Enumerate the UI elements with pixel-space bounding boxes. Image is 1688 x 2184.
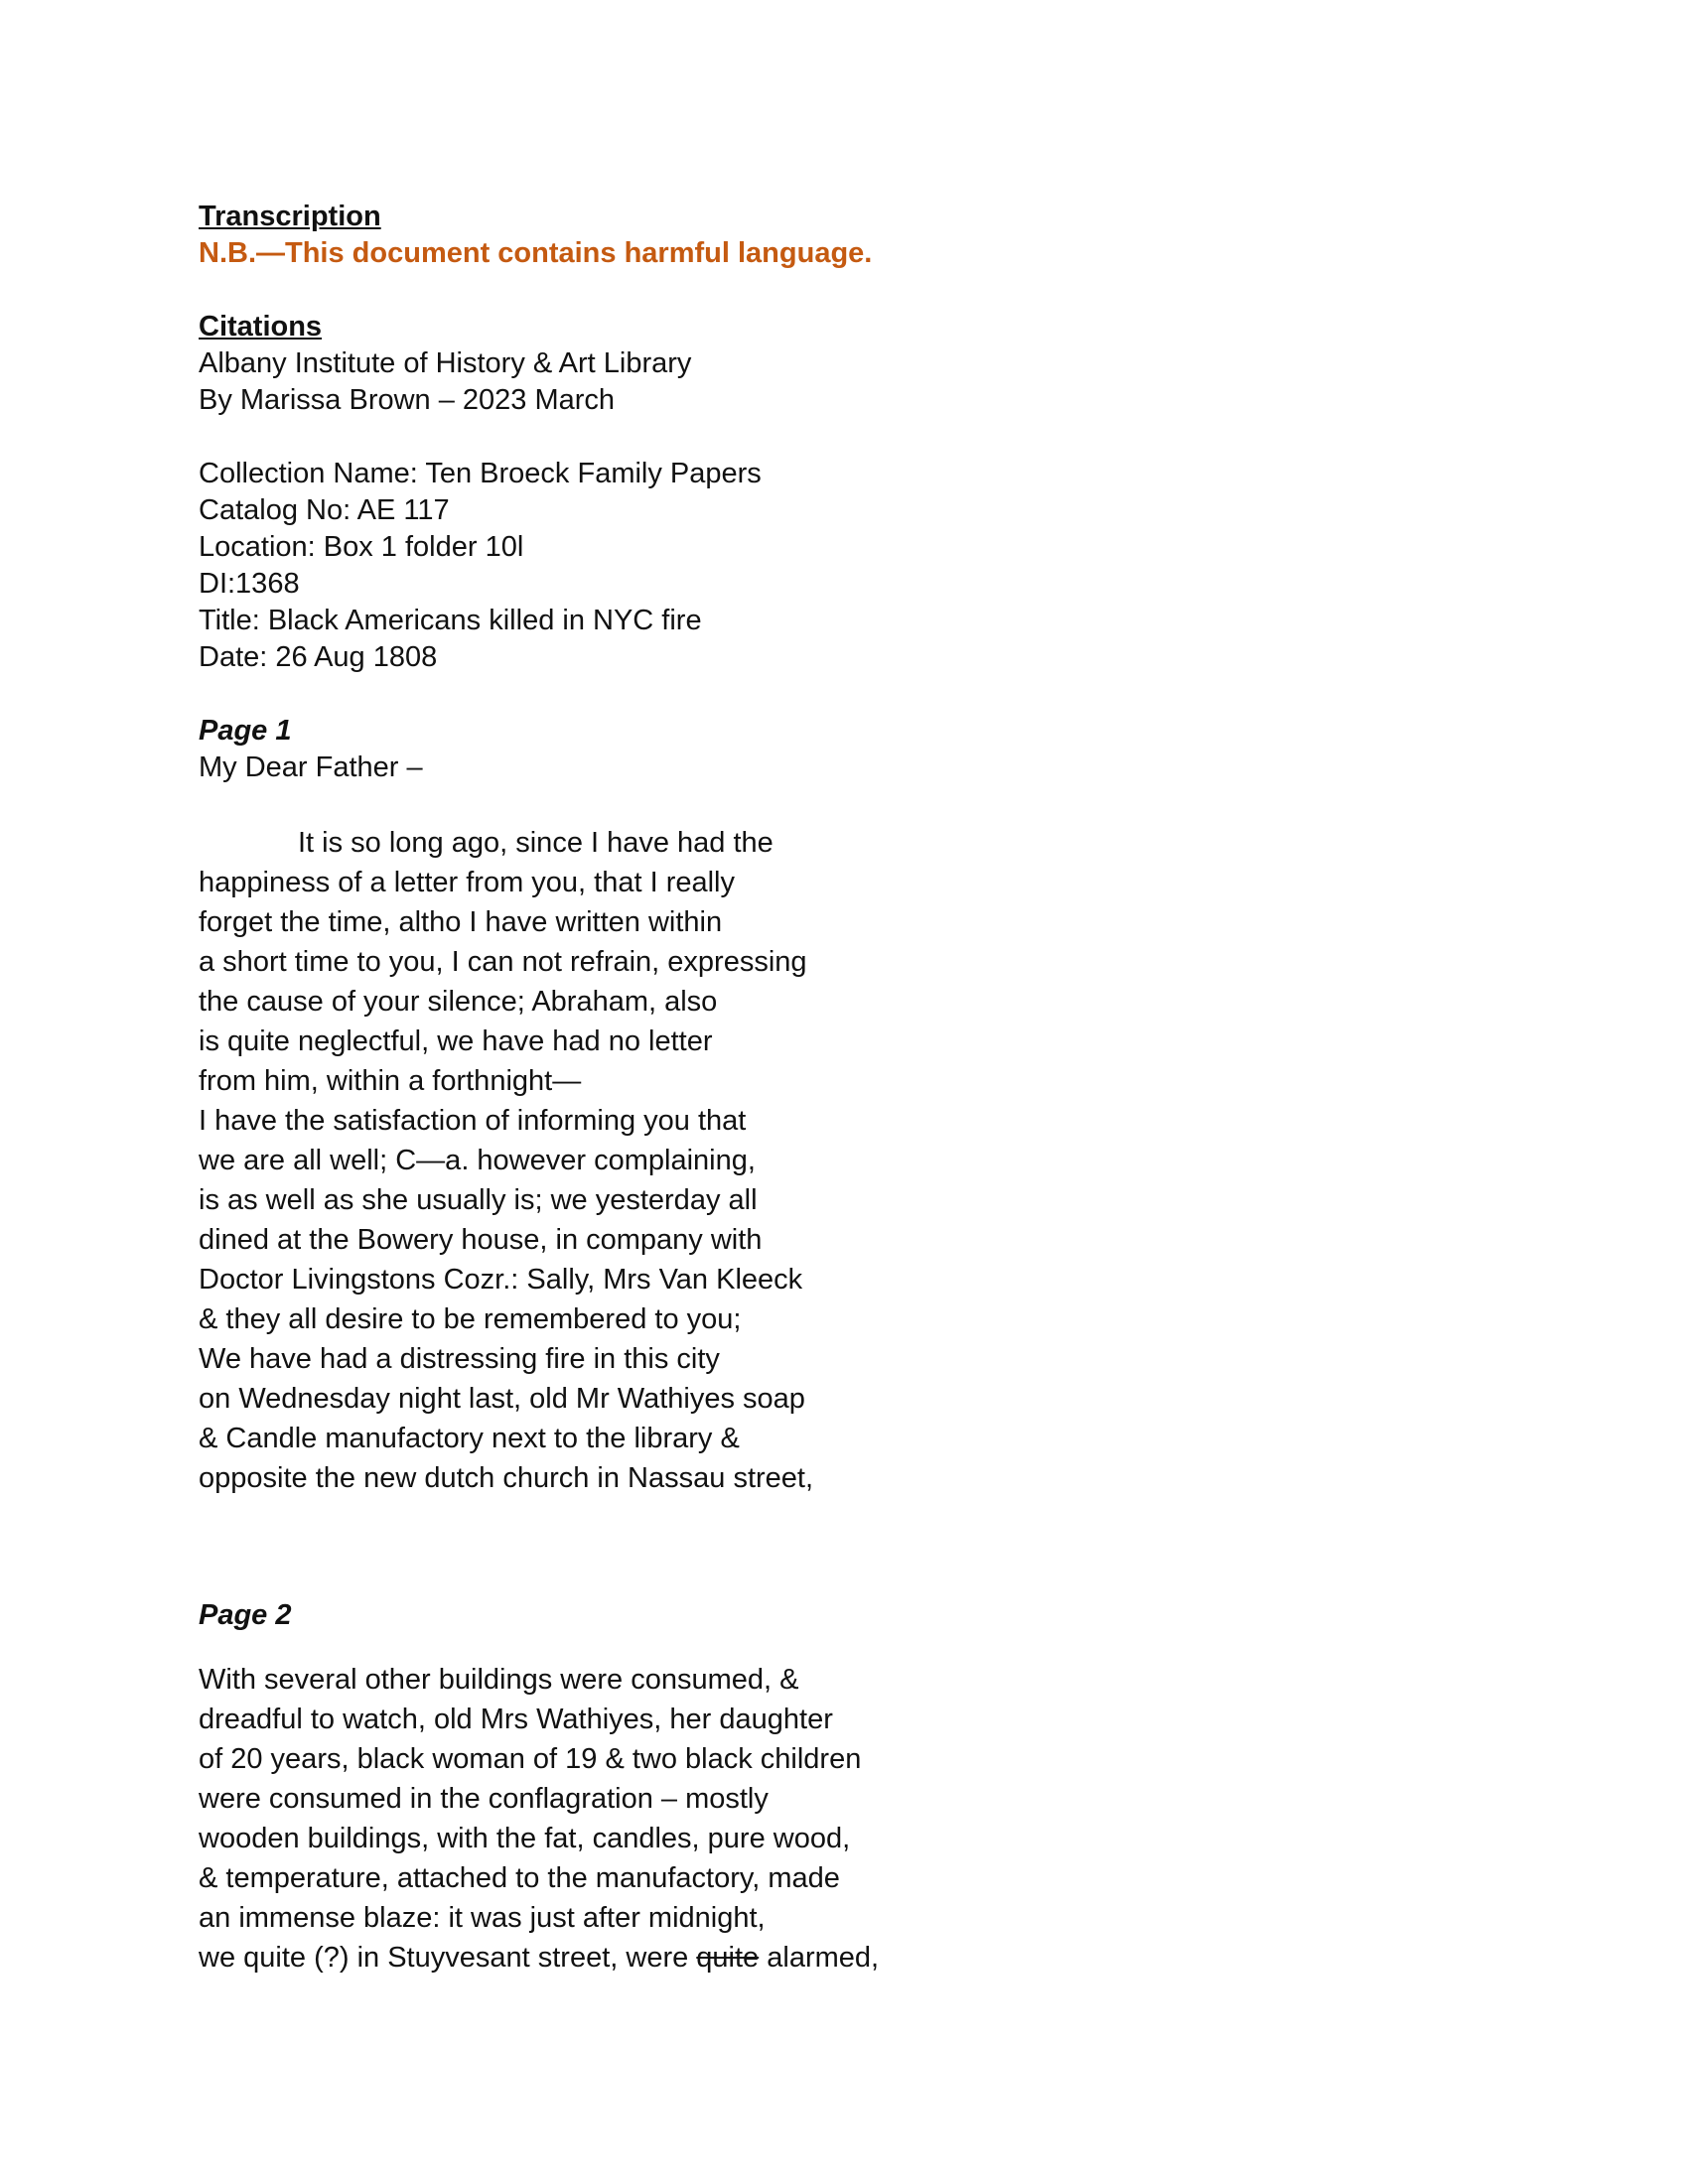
page-2-label: Page 2 bbox=[199, 1599, 292, 1631]
letter-line: I have the satisfaction of informing you that bbox=[199, 1105, 747, 1137]
letter-line: is quite neglectful, we have had no letter bbox=[199, 1025, 713, 1057]
struck-word: quite bbox=[696, 1942, 760, 1974]
document-title: Transcription bbox=[199, 201, 381, 232]
catalog-number: Catalog No: AE 117 bbox=[199, 494, 450, 526]
page-1-label: Page 1 bbox=[199, 715, 292, 747]
spacer bbox=[199, 786, 1489, 823]
citations-heading: Citations bbox=[199, 311, 323, 342]
spacer bbox=[199, 676, 1489, 713]
letter-line: on Wednesday night last, old Mr Wathiyes soap bbox=[199, 1383, 805, 1415]
letter-line: We have had a distressing fire in this city bbox=[199, 1343, 720, 1375]
letter-line: were consumed in the conflagration – mostly bbox=[199, 1783, 769, 1815]
letter-line: we are all well; C—a. however complaining, bbox=[199, 1145, 756, 1176]
letter-line: dined at the Bowery house, in company with bbox=[199, 1224, 763, 1256]
letter-line: Doctor Livingstons Cozr.: Sally, Mrs Van Kleeck bbox=[199, 1264, 803, 1296]
letter-line-with-strikethrough bbox=[199, 1938, 1489, 1978]
record-date: Date: 26 Aug 1808 bbox=[199, 641, 438, 673]
letter-line: a short time to you, I can not refrain, expressing bbox=[199, 946, 807, 978]
spacer bbox=[199, 272, 1489, 309]
letter-line: an immense blaze: it was just after midnight, bbox=[199, 1902, 766, 1934]
citation-author: By Marissa Brown – 2023 March bbox=[199, 384, 616, 416]
letter-line: dreadful to watch, old Mrs Wathiyes, her daughter bbox=[199, 1704, 833, 1735]
line-text: alarmed, bbox=[759, 1942, 880, 1974]
page-2-body bbox=[199, 1660, 1489, 1978]
record-title: Title: Black Americans killed in NYC fire bbox=[199, 605, 702, 636]
page-1-body bbox=[199, 823, 1489, 1498]
location: Location: Box 1 folder 10l bbox=[199, 531, 524, 563]
letter-line: opposite the new dutch church in Nassau street, bbox=[199, 1462, 814, 1494]
citation-institution: Albany Institute of History & Art Library bbox=[199, 347, 692, 379]
letter-line: It is so long ago, since I have had the bbox=[298, 827, 774, 859]
di-number: DI:1368 bbox=[199, 568, 300, 600]
letter-line: happiness of a letter from you, that I really bbox=[199, 867, 735, 898]
transcription-document bbox=[199, 199, 1489, 1978]
letter-line: With several other buildings were consumed, & bbox=[199, 1664, 799, 1696]
letter-line: is as well as she usually is; we yesterday all bbox=[199, 1184, 758, 1216]
letter-line: & they all desire to be remembered to you; bbox=[199, 1303, 742, 1335]
letter-line: & Candle manufactory next to the library & bbox=[199, 1423, 740, 1454]
spacer bbox=[199, 419, 1489, 456]
salutation: My Dear Father – bbox=[199, 751, 423, 783]
letter-line: from him, within a forthnight— bbox=[199, 1065, 582, 1097]
letter-line: the cause of your silence; Abraham, also bbox=[199, 986, 718, 1018]
letter-line: wooden buildings, with the fat, candles, pure wood, bbox=[199, 1823, 851, 1854]
harmful-language-warning: N.B.—This document contains harmful language. bbox=[199, 237, 873, 269]
letter-line: of 20 years, black woman of 19 & two black children bbox=[199, 1743, 862, 1775]
letter-line: & temperature, attached to the manufactory, made bbox=[199, 1862, 840, 1894]
collection-name: Collection Name: Ten Broeck Family Papers bbox=[199, 458, 762, 489]
line-text: we quite (?) in Stuyvesant street, were bbox=[199, 1942, 697, 1974]
letter-line: forget the time, altho I have written within bbox=[199, 906, 723, 938]
